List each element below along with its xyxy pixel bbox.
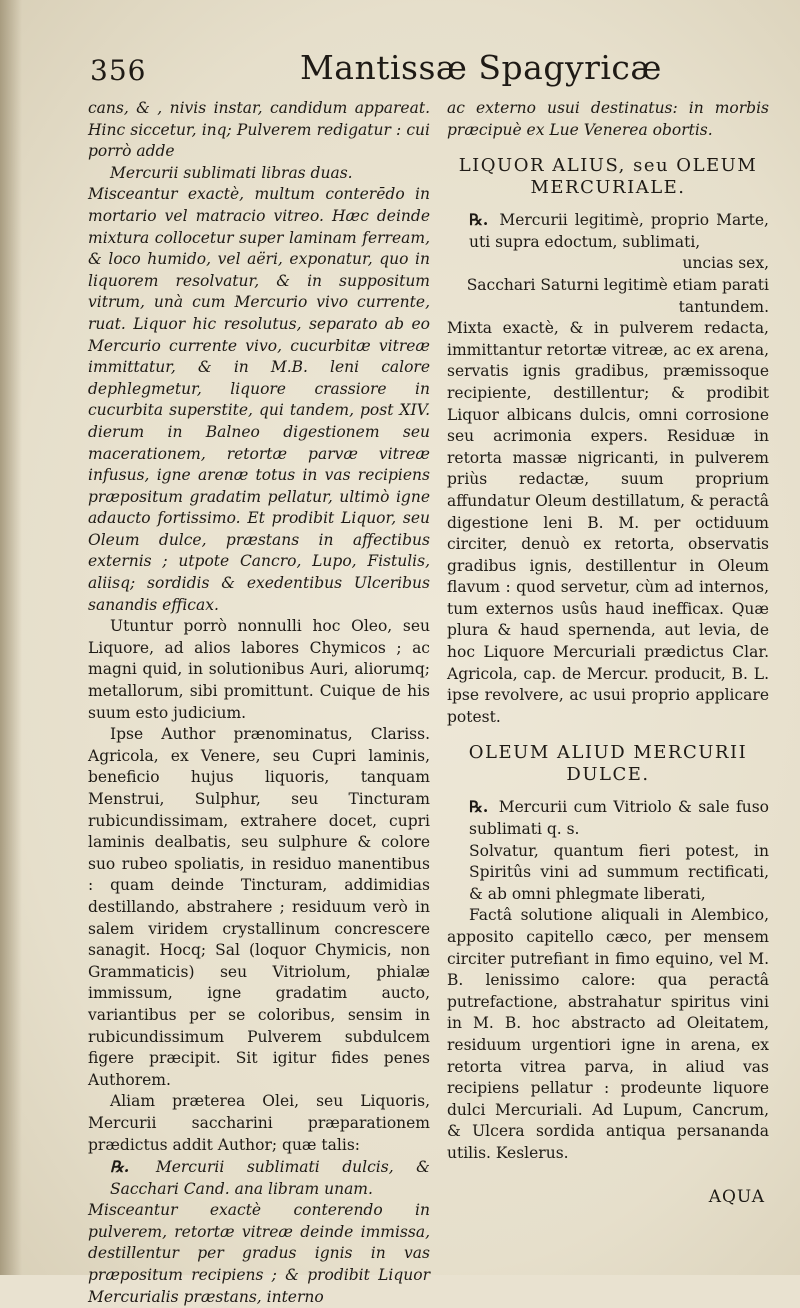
catchword: AQUA — [708, 1186, 765, 1207]
right-paragraph-2: Mixta exactè, & in pulverem redacta, immittantur retortæ vitreæ, ac ex arena, servatis ignis gradibus, præmissoque recipiente, destillentur; & prodibit Liquor albicans dulcis, omni corrosione seu acrimonia expers. Residuæ in retorta massæ nigricanti, in pulverem priùs redactæ, suum proprium affundatur Oleum destillatum, & peractâ digestione leni B. M. per octiduum circiter, denuò ex retorta, observatis gradibus ignis, destillentur in Oleum flavum : quod servetur, cùm ad internos, tum externos usûs haud inefficax. Quæ plura & haud spernenda, aut levia, de hoc Liquore Mercuriali prædictus Clar. Agricola, cap. de Mercur. producit, B. L. ipse revolvere, ac usui proprio applicare potest. — [447, 319, 769, 726]
right-paragraph-1: ac externo usui destinatus: in morbis præcipuè ex Lue Venerea obortis. — [447, 99, 769, 139]
right-recipe-1-line-1: Mercurii legitimè, proprio Marte, uti supra edoctum, sublimati, — [469, 211, 769, 251]
left-recipe-text: Mercurii sublimati dulcis, & Sacchari Cand. ana libram unam. — [110, 1158, 430, 1198]
left-paragraph-5: Aliam præterea Olei, seu Liquoris, Mercurii saccharini præparationem prædictus addit Author; quæ talis: — [88, 1092, 430, 1154]
left-paragraph-4: Ipse Author prænominatus, Clariss. Agricola, ex Venere, seu Cupri laminis, beneficio hujus liquoris, tanquam Menstrui, Sulphur, seu Tincturam rubicundissimam, extrahere docet, cupri laminis dealbatis, seu sulphure & colore suo rubeo spoliatis, in residuo manentibus : quam deinde Tincturam, addimidias destillando, abstrahere ; residuum verò in salem viridem crystallinum concrescere sanagit. Hocq; Sal (loquor Chymicis, non Grammaticis) seu Vitriolum, phialæ immissum, igne gradatim aucto, variantibus per se coloribus, sensim in rubicundissimum Pulverem subdulcem figere præcipit. Sit igitur fides penes Authorem. — [88, 725, 430, 1089]
right-recipe-2-line-2: Solvatur, quantum fieri potest, in Spiritûs vini ad summum rectificati, & ab omni phlegmate liberati, — [469, 841, 769, 903]
section-heading-oleum-aliud: OLEUM ALIUD MERCURII DULCE. — [468, 742, 748, 786]
right-recipe-1-line-2: uncias sex, — [682, 254, 769, 273]
section-heading-liquor-alius: LIQUOR ALIUS, seu OLEUM MERCURIALE. — [458, 155, 758, 199]
left-column — [88, 98, 430, 1308]
left-paragraph-6: Misceantur exactè conterendo in pulverem, retortæ vitreæ deinde immissa, destillentur per gradus ignis in vas præpositum recipiens ; & prodibit Liquor Mercurialis præstans, interno — [88, 1201, 430, 1306]
right-paragraph-3: Factâ solutione aliquali in Alembico, apposito capitello cæco, per mensem circiter putrefiant in fimo equino, vel M. B. lenissimo calore: qua peractâ putrefactione, abstrahatur spiritus vini in M. B. hoc abstracto ad Oleitatem, residuum urgentiori igne in arena, ex retorta vitrea parva, in aliud vas recipiens pellatur : prodeunte liquore dulci Mercuriali. Ad Lupum, Cancrum, & Ulcera sordida antiqua persananda utilis. Keslerus. — [447, 906, 769, 1162]
page-gutter-shadow — [0, 0, 22, 1275]
recipe-symbol-icon: ℞. — [110, 1157, 130, 1177]
recipe-symbol-icon: ℞. — [469, 797, 489, 817]
recipe-symbol-icon: ℞. — [469, 210, 489, 230]
left-paragraph-2: Misceantur exactè, multum conterēdo in mortario vel matracio vitreo. Hæc deinde mixtura collocetur super laminam ferream, & loco humido, vel aëri, exponatur, quo in liquorem resolvatur, & in suppositum vitrum, unà cum Mercurio vivo currente, ruat. Liquor hic resolutus, separato ab eo Mercurio currente vivo, cucurbitæ vitreæ immittatur, & in M.B. leni calore dephlegmetur, liquore crassiore in cucurbita superstite, qui tandem, post XIV. dierum in Balneo digestionem seu macerationem, retortæ parvæ vitreæ infusus, igne arenæ totus in vas recipiens præpositum gradatim pellatur, ultimò igne adaucto fortissimo. Et prodibit Liquor, seu Oleum dulce, præstans in affectibus externis ; utpote Cancro, Lupo, Fistulis, aliisq; sordidis & exedentibus Ulceribus sanandis efficax. — [88, 185, 430, 614]
page-number: 356 — [90, 54, 147, 87]
left-recipe — [88, 1156, 430, 1200]
right-column — [447, 98, 769, 1208]
right-recipe-2-line-1: Mercurii cum Vitriolo & sale fuso sublimati q. s. — [469, 798, 769, 839]
left-paragraph-3: Utuntur porrò nonnulli hoc Oleo, seu Liquore, ad alios labores Chymicos ; ac magni quid, in solutionibus Auri, aliorumq; metallorum, sibi promittunt. Cuique de his suum esto judicium. — [88, 617, 430, 722]
left-ingredient-line: Mercurii sublimati libras duas. — [110, 163, 353, 182]
running-title: Mantissæ Spagyricæ — [300, 48, 662, 87]
right-recipe-1-line-3: Sacchari Saturni legitimè etiam parati tantundem. — [466, 275, 769, 316]
right-recipe-2 — [447, 796, 769, 840]
left-paragraph-1: cans, & , nivis instar, candidum appareat. Hinc siccetur, inq; Pulverem redigatur : cui porrò adde — [88, 99, 430, 161]
right-recipe-1 — [447, 209, 769, 253]
page-header — [90, 48, 770, 94]
